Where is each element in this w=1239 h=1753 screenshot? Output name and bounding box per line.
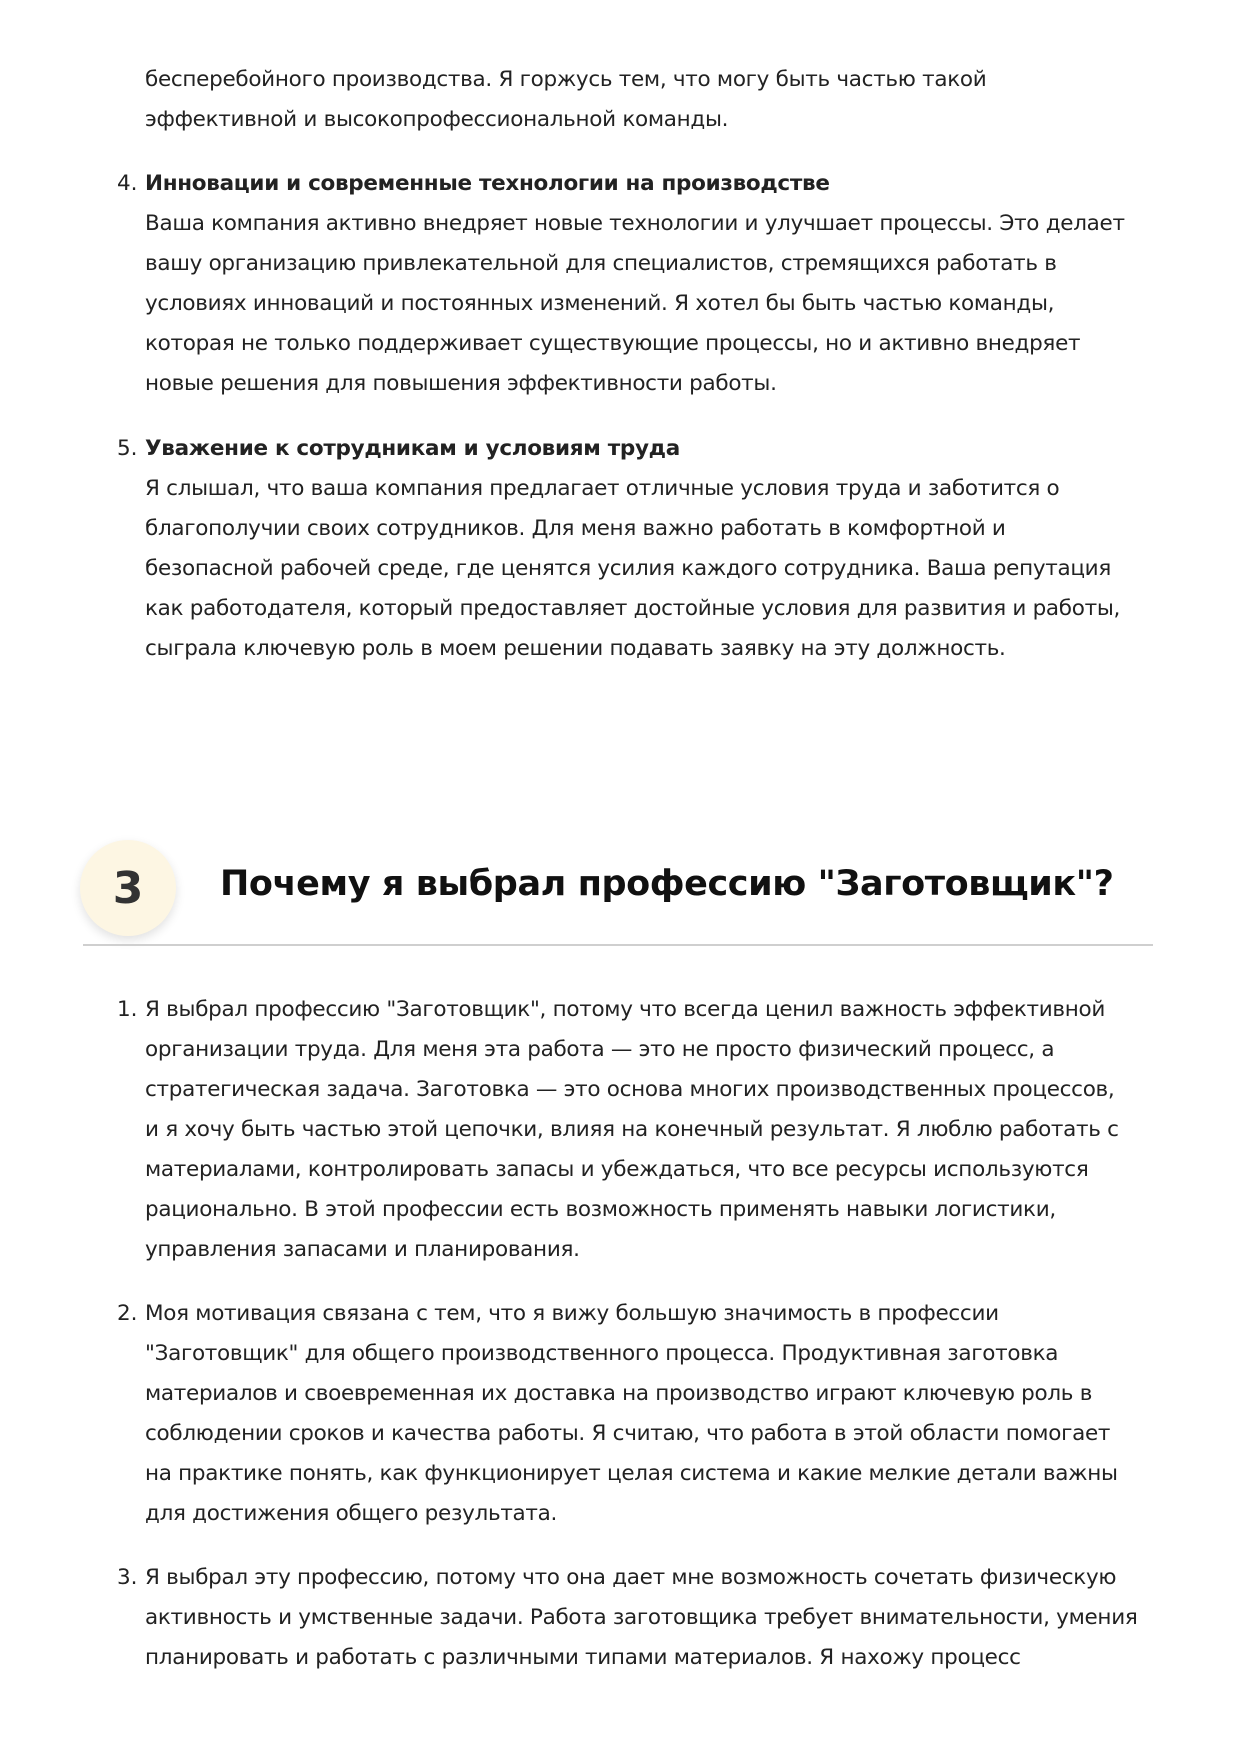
intro-line: эффективной и высокопрофессиональной команды. (145, 107, 729, 132)
list-item-line: как работодателя, который предоставляет достойные условия для развития и работы, (145, 596, 1121, 621)
list-number: 4. (117, 171, 138, 196)
section-number-badge: 3 (80, 840, 176, 936)
list-item-line: Я слышал, что ваша компания предлагает отличные условия труда и заботится о (145, 476, 1060, 501)
list-item-title: Уважение к сотрудникам и условиям труда (145, 436, 680, 461)
list-item (117, 990, 1155, 1270)
list-item-line: Я выбрал профессию "Заготовщик", потому что всегда ценил важность эффективной (145, 997, 1106, 1022)
list-item (117, 164, 1155, 404)
list-item-line: активность и умственные задачи. Работа заготовщика требует внимательности, умения (145, 1605, 1138, 1630)
list-item-line: благополучии своих сотрудников. Для меня важно работать в комфортной и (145, 516, 1006, 541)
section-divider (83, 944, 1153, 946)
list-item (117, 429, 1155, 669)
list-item-line: Моя мотивация связана с тем, что я вижу большую значимость в профессии (145, 1301, 999, 1326)
intro-paragraph (145, 60, 1155, 140)
list-item-line: на практике понять, как функционирует целая система и какие мелкие детали важны (145, 1461, 1118, 1486)
list-item-line: Ваша компания активно внедряет новые технологии и улучшает процессы. Это делает (145, 211, 1125, 236)
list-item-line: Я выбрал эту профессию, потому что она дает мне возможность сочетать физическую (145, 1565, 1117, 1590)
list-item-line: "Заготовщик" для общего производственного процесса. Продуктивная заготовка (145, 1341, 1059, 1366)
list-item-line: организации труда. Для меня эта работа — это не просто физический процесс, а (145, 1037, 1055, 1062)
list-item-line: новые решения для повышения эффективности работы. (145, 371, 777, 396)
list-item-title: Инновации и современные технологии на производстве (145, 171, 830, 196)
list-item-line: материалами, контролировать запасы и убеждаться, что все ресурсы используются (145, 1157, 1089, 1182)
list-item-line: условиях инноваций и постоянных изменений. Я хотел бы быть частью команды, (145, 291, 1055, 316)
intro-line: бесперебойного производства. Я горжусь тем, что могу быть частью такой (145, 67, 987, 92)
section-title: Почему я выбрал профессию "Заготовщик"? (220, 864, 1114, 904)
list-item-line: стратегическая задача. Заготовка — это основа многих производственных процессов, (145, 1077, 1115, 1102)
list-item-line: рационально. В этой профессии есть возможность применять навыки логистики, (145, 1197, 1056, 1222)
list-number: 5. (117, 436, 138, 461)
list-item-line: сыграла ключевую роль в моем решении подавать заявку на эту должность. (145, 636, 1006, 661)
section-header (0, 840, 1239, 950)
list-item (117, 1294, 1155, 1534)
list-item-line: вашу организацию привлекательной для специалистов, стремящихся работать в (145, 251, 1057, 276)
list-item-line: безопасной рабочей среде, где ценятся усилия каждого сотрудника. Ваша репутация (145, 556, 1111, 581)
list-item (117, 1558, 1155, 1678)
list-item-line: планировать и работать с различными типами материалов. Я нахожу процесс (145, 1645, 1021, 1670)
list-number: 3. (117, 1565, 138, 1590)
list-number: 2. (117, 1301, 138, 1326)
list-number: 1. (117, 997, 138, 1022)
list-item-line: которая не только поддерживает существующие процессы, но и активно внедряет (145, 331, 1081, 356)
list-item-line: и я хочу быть частью этой цепочки, влияя на конечный результат. Я люблю работать с (145, 1117, 1119, 1142)
list-item-line: управления запасами и планирования. (145, 1237, 580, 1262)
list-item-line: для достижения общего результата. (145, 1501, 558, 1526)
list-item-line: соблюдении сроков и качества работы. Я считаю, что работа в этой области помогает (145, 1421, 1111, 1446)
list-item-line: материалов и своевременная их доставка на производство играют ключевую роль в (145, 1381, 1093, 1406)
